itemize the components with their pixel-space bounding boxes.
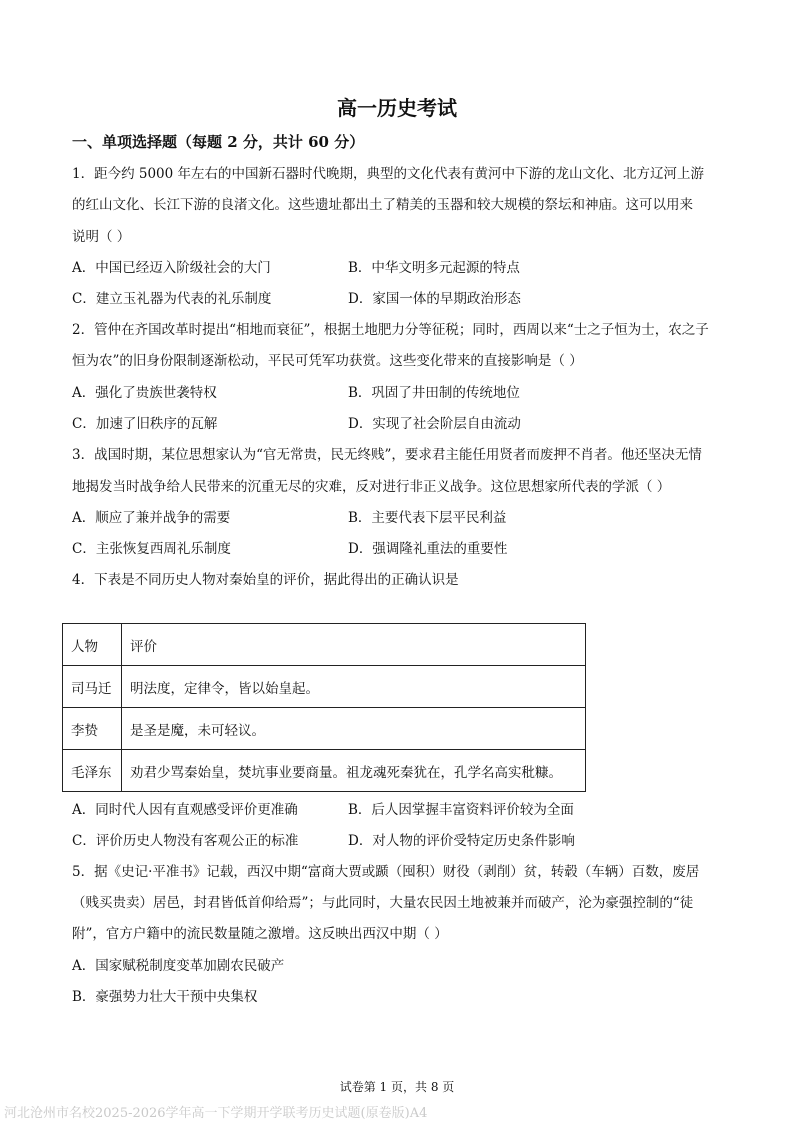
q2-option-c: C．加速了旧秩序的瓦解 (72, 416, 218, 432)
q5-stem-line-1: 5．据《史记·平准书》记载，西汉中期“富商大贾或踬（囤积）财役（剥削）贫，转毂（车辆）百数，废居 (72, 864, 700, 880)
table-cell-evaluation: 明法度，定律令，皆以始皇起。 (122, 666, 586, 708)
q3-stem-line-2: 地揭发当时战争给人民带来的沉重无尽的灾难，反对进行非正义战争。这位思想家所代表的学派（ ） (72, 479, 671, 495)
q1-option-a: A．中国已经迈入阶级社会的大门 (72, 260, 271, 276)
table-cell-person: 毛泽东 (63, 750, 122, 792)
q5-option-b: B．豪强势力壮大干预中央集权 (72, 989, 258, 1005)
q1-stem-line-2: 的红山文化、长江下游的良渚文化。这些遗址都出土了精美的玉器和较大规模的祭坛和神庙。这可以用来 (72, 197, 693, 213)
q2-stem-line-1: 2．管仲在齐国改革时提出“相地而衰征”，根据土地肥力分等征税；同时，西周以来“士之子恒为士，农之子 (72, 322, 709, 338)
table-header-person: 人物 (63, 624, 122, 666)
page-footer: 试卷第 1 页，共 8 页 (339, 1080, 455, 1094)
q1-stem-line-3: 说明（ ） (72, 229, 131, 245)
q2-stem-line-2: 恒为农”的旧身份限制逐渐松动，平民可凭军功获赏。这些变化带来的直接影响是（ ） (72, 353, 583, 369)
exam-title: 高一历史考试 (337, 96, 457, 120)
q1-option-c: C．建立玉礼器为代表的礼乐制度 (72, 291, 272, 307)
q4-option-b: B．后人因掌握丰富资料评价较为全面 (348, 802, 574, 818)
q1-option-b: B．中华文明多元起源的特点 (348, 260, 520, 276)
q3-option-b: B．主要代表下层平民利益 (348, 510, 507, 526)
table-row (63, 666, 586, 708)
q2-option-b: B．巩固了井田制的传统地位 (348, 385, 520, 401)
q3-option-d: D．强调隆礼重法的重要性 (348, 541, 508, 557)
table-row (63, 750, 586, 792)
table-cell-evaluation: 是圣是魔，未可轻议。 (122, 708, 586, 750)
table-header-evaluation: 评价 (122, 624, 586, 666)
table-header-row (63, 624, 586, 666)
evaluation-table (62, 623, 586, 792)
section-heading: 一、单项选择题（每题 2 分，共计 60 分） (72, 133, 365, 151)
q4-option-c: C．评价历史人物没有客观公正的标准 (72, 833, 299, 849)
q1-stem-line-1: 1．距今约 5000 年左右的中国新石器时代晚期，典型的文化代表有黄河中下游的龙山文化、北方辽河上游 (72, 166, 705, 182)
table-cell-evaluation: 劝君少骂秦始皇，焚坑事业要商量。祖龙魂死秦犹在，孔学名高实秕糠。 (122, 750, 586, 792)
q3-stem-line-1: 3．战国时期，某位思想家认为“官无常贵，民无终贱”，要求君主能任用贤者而废押不肖者。他还坚决无情 (72, 447, 702, 463)
document-watermark: 河北沧州市名校2025-2026学年高一下学期开学联考历史试题(原卷版)A4 (4, 1106, 428, 1121)
q4-option-a: A．同时代人因有直观感受评价更准确 (72, 802, 298, 818)
q3-option-c: C．主张恢复西周礼乐制度 (72, 541, 231, 557)
q5-stem-line-2: （贱买贵卖）居邑，封君皆低首仰给焉”；与此同时，大量农民因土地被兼并而破产，沦为豪强控制的“徒 (72, 895, 694, 911)
q4-stem: 4．下表是不同历史人物对秦始皇的评价，据此得出的正确认识是 (72, 572, 459, 588)
q2-option-d: D．实现了社会阶层自由流动 (348, 416, 521, 432)
q2-option-a: A．强化了贵族世袭特权 (72, 385, 217, 401)
table-row (63, 708, 586, 750)
q3-option-a: A．顺应了兼并战争的需要 (72, 510, 231, 526)
q5-stem-line-3: 附”，官方户籍中的流民数量随之激增。这反映出西汉中期（ ） (72, 926, 448, 942)
table-cell-person: 李贽 (63, 708, 122, 750)
q1-option-d: D．家国一体的早期政治形态 (348, 291, 521, 307)
table-cell-person: 司马迁 (63, 666, 122, 708)
q4-option-d: D．对人物的评价受特定历史条件影响 (348, 833, 575, 849)
q5-option-a: A．国家赋税制度变革加剧农民破产 (72, 958, 285, 974)
